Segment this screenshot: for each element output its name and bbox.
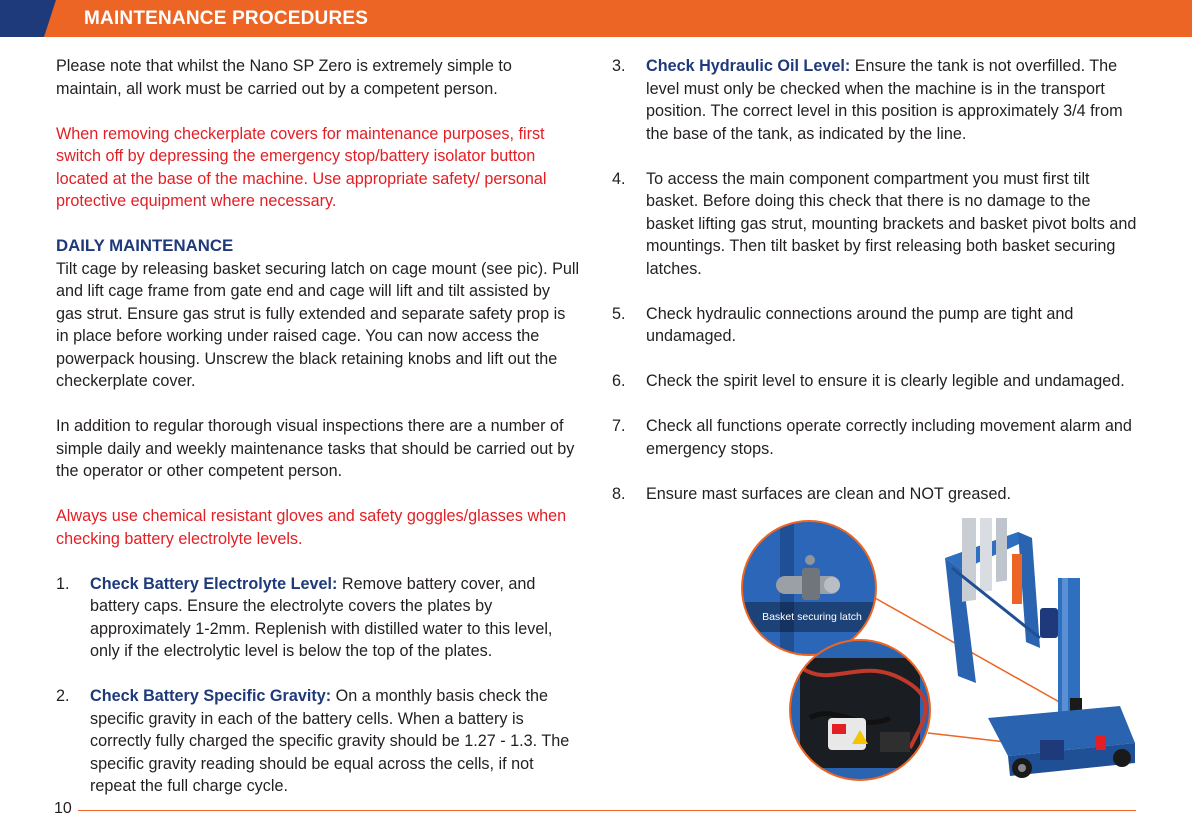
intro-paragraph: Please note that whilst the Nano SP Zero is extremely simple to maintain, all work must be carried out by a competent person.: [56, 57, 512, 98]
list-item: [612, 168, 1142, 281]
right-column: [612, 55, 1142, 505]
left-column: [56, 55, 580, 798]
list-item: [612, 303, 1142, 348]
item-number: 7.: [612, 417, 626, 435]
list-item: [56, 685, 580, 798]
inspections-paragraph: In addition to regular thorough visual inspections there are a number of simple daily and weekly maintenance tasks that should be carried out by the operator or other competent person.: [56, 417, 575, 480]
latch-callout: [740, 518, 880, 658]
callout-label: Basket securing latch: [762, 611, 862, 623]
item-number: 2.: [56, 687, 70, 705]
footer-divider: [78, 810, 1136, 811]
list-item: [612, 415, 1142, 460]
header-bar: [0, 0, 1192, 37]
gloves-warning: Always use chemical resistant gloves and safety goggles/glasses when checking battery electrolyte levels.: [56, 507, 567, 548]
list-item: [612, 370, 1142, 393]
item-text: Ensure mast surfaces are clean and NOT greased.: [646, 484, 1012, 503]
item-title: Check Battery Electrolyte Level:: [90, 574, 338, 593]
item-text: Check all functions operate correctly including movement alarm and emergency stops.: [646, 417, 1132, 458]
header-tab: [0, 0, 56, 37]
item-number: 8.: [612, 484, 626, 503]
item-number: 4.: [612, 169, 626, 188]
item-title: Check Battery Specific Gravity:: [90, 687, 332, 705]
daily-maintenance-text: Tilt cage by releasing basket securing latch on cage mount (see pic). Pull and lift cage frame from gate end and cage will lift and tilt assisted by gas strut. Ensure gas strut is fully extended and separate safety prop is in place before working under raised cage. You can now access the powerpack housing. Unscrew the black retaining knobs and lift out the checkerplate cover.: [56, 259, 580, 390]
item-text: To access the main component compartment you must first tilt basket. Before doing this check that there is no damage to the basket lifting gas strut, mounting brackets and basket pivot bolts and mountings. Then tilt basket by first releasing both basket securing latches.: [646, 169, 1137, 278]
item-text: Ensure the tank is not overfilled. The level must only be checked when the machine is in the transport position. The correct level in this position is approximately 3/4 from the base of the tank, as indicated by the line.: [646, 57, 1123, 143]
page-number: 10: [54, 800, 72, 817]
item-number: 1.: [56, 574, 70, 593]
list-item: [56, 573, 580, 663]
list-item: [612, 55, 1142, 145]
item-text: On a monthly basis check the specific gravity in each of the battery cells. When a battery is correctly fully charged the specific gravity should be 1.27 - 1.3. The specific gravity reading should be equal across the cells, if not repeat the full charge cycle.: [90, 687, 570, 795]
warning-paragraph: When removing checkerplate covers for maintenance purposes, first switch off by depressing the emergency stop/battery isolator button located at the base of the machine. Use appropriate safety/ personal protective equipment where necessary.: [56, 124, 547, 210]
item-text: Check the spirit level to ensure it is clearly legible and undamaged.: [646, 372, 1125, 390]
item-number: 5.: [612, 304, 626, 323]
item-title: Check Hydraulic Oil Level:: [646, 57, 851, 75]
powerpack-callout: [780, 638, 940, 783]
page-title: MAINTENANCE PROCEDURES: [84, 8, 369, 29]
item-number: 6.: [612, 372, 626, 390]
item-text: Check hydraulic connections around the pump are tight and undamaged.: [646, 304, 1074, 345]
list-item: [612, 483, 1142, 506]
item-number: 3.: [612, 57, 626, 75]
item-text: Remove battery cover, and battery caps. Ensure the electrolyte covers the plates by approximately 1-2mm. Replenish with distilled water to this level, only if the electrolytic level is below the top of the plates.: [90, 574, 553, 660]
machine-figure: [740, 518, 1140, 783]
daily-maintenance-heading: DAILY MAINTENANCE: [56, 236, 234, 255]
